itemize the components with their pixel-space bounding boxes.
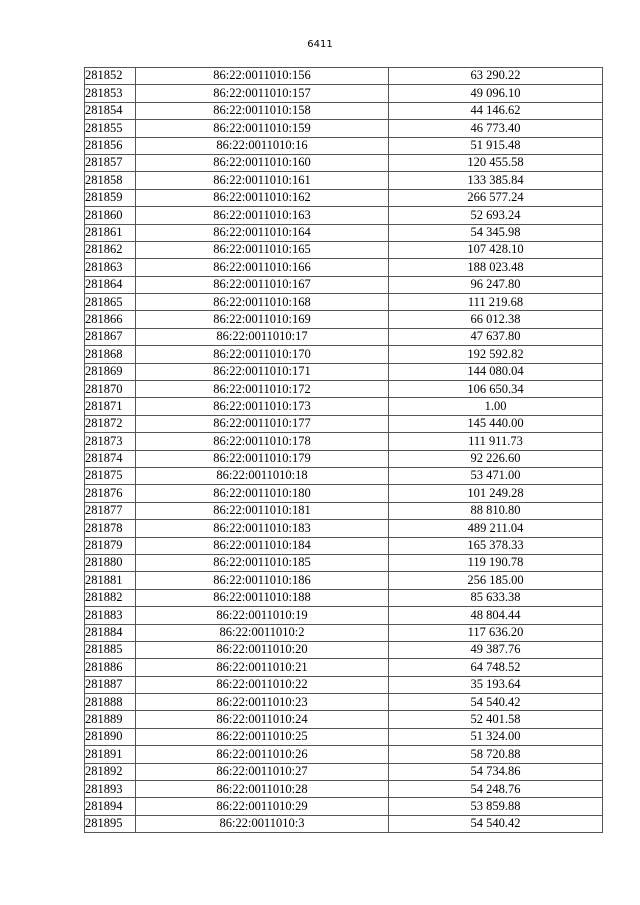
cadastral-value-cell: 54 540.42 [389, 694, 603, 711]
table-row [85, 467, 603, 484]
cadastral-value-cell: 35 193.64 [389, 676, 603, 693]
cadastral-value-cell: 266 577.24 [389, 189, 603, 206]
table-row [85, 328, 603, 345]
table-row [85, 659, 603, 676]
row-number-cell: 281881 [85, 572, 136, 589]
cadastral-value-cell: 63 290.22 [389, 68, 603, 85]
cadastral-value-cell: 48 804.44 [389, 607, 603, 624]
cadastral-number-cell: 86:22:0011010:171 [136, 363, 389, 380]
table-row [85, 363, 603, 380]
cadastral-number-cell: 86:22:0011010:159 [136, 120, 389, 137]
cadastral-value-cell: 54 248.76 [389, 781, 603, 798]
cadastral-number-cell: 86:22:0011010:18 [136, 467, 389, 484]
cadastral-value-cell: 111 911.73 [389, 433, 603, 450]
row-number-cell: 281889 [85, 711, 136, 728]
row-number-cell: 281873 [85, 433, 136, 450]
cadastral-value-cell: 47 637.80 [389, 328, 603, 345]
table-row [85, 433, 603, 450]
cadastral-number-cell: 86:22:0011010:160 [136, 154, 389, 171]
cadastral-value-cell: 53 859.88 [389, 798, 603, 815]
cadastral-number-cell: 86:22:0011010:184 [136, 537, 389, 554]
cadastral-number-cell: 86:22:0011010:179 [136, 450, 389, 467]
row-number-cell: 281853 [85, 85, 136, 102]
cadastral-number-cell: 86:22:0011010:177 [136, 415, 389, 432]
cadastral-value-cell: 54 734.86 [389, 763, 603, 780]
row-number-cell: 281854 [85, 102, 136, 119]
cadastral-number-cell: 86:22:0011010:185 [136, 554, 389, 571]
cadastral-number-cell: 86:22:0011010:23 [136, 694, 389, 711]
row-number-cell: 281861 [85, 224, 136, 241]
table-row [85, 485, 603, 502]
cadastral-number-cell: 86:22:0011010:162 [136, 189, 389, 206]
table-row [85, 311, 603, 328]
table-row [85, 398, 603, 415]
table-row [85, 728, 603, 745]
cadastral-value-cell: 1.00 [389, 398, 603, 415]
cadastral-value-cell: 66 012.38 [389, 311, 603, 328]
cadastral-number-cell: 86:22:0011010:165 [136, 241, 389, 258]
cadastral-number-cell: 86:22:0011010:164 [136, 224, 389, 241]
cadastral-value-cell: 117 636.20 [389, 624, 603, 641]
cadastral-value-cell: 51 915.48 [389, 137, 603, 154]
cadastral-value-cell: 49 096.10 [389, 85, 603, 102]
row-number-cell: 281884 [85, 624, 136, 641]
row-number-cell: 281885 [85, 641, 136, 658]
cadastral-value-cell: 188 023.48 [389, 259, 603, 276]
cadastral-number-cell: 86:22:0011010:28 [136, 781, 389, 798]
row-number-cell: 281892 [85, 763, 136, 780]
row-number-cell: 281871 [85, 398, 136, 415]
table-body [85, 68, 603, 833]
row-number-cell: 281882 [85, 589, 136, 606]
table-row [85, 607, 603, 624]
cadastral-number-cell: 86:22:0011010:16 [136, 137, 389, 154]
page-number: 6411 [307, 39, 333, 50]
cadastral-number-cell: 86:22:0011010:29 [136, 798, 389, 815]
cadastral-value-table [84, 67, 603, 833]
row-number-cell: 281872 [85, 415, 136, 432]
cadastral-value-cell: 88 810.80 [389, 502, 603, 519]
table-row [85, 450, 603, 467]
cadastral-number-cell: 86:22:0011010:17 [136, 328, 389, 345]
cadastral-number-cell: 86:22:0011010:183 [136, 520, 389, 537]
table-row [85, 381, 603, 398]
row-number-cell: 281890 [85, 728, 136, 745]
table-row [85, 415, 603, 432]
row-number-cell: 281866 [85, 311, 136, 328]
row-number-cell: 281879 [85, 537, 136, 554]
cadastral-number-cell: 86:22:0011010:157 [136, 85, 389, 102]
cadastral-number-cell: 86:22:0011010:25 [136, 728, 389, 745]
table-row [85, 294, 603, 311]
row-number-cell: 281869 [85, 363, 136, 380]
cadastral-number-cell: 86:22:0011010:26 [136, 746, 389, 763]
cadastral-value-cell: 64 748.52 [389, 659, 603, 676]
row-number-cell: 281864 [85, 276, 136, 293]
table-row [85, 259, 603, 276]
cadastral-number-cell: 86:22:0011010:158 [136, 102, 389, 119]
row-number-cell: 281858 [85, 172, 136, 189]
row-number-cell: 281865 [85, 294, 136, 311]
cadastral-number-cell: 86:22:0011010:161 [136, 172, 389, 189]
table-row [85, 85, 603, 102]
cadastral-value-cell: 120 455.58 [389, 154, 603, 171]
row-number-cell: 281886 [85, 659, 136, 676]
cadastral-number-cell: 86:22:0011010:168 [136, 294, 389, 311]
row-number-cell: 281860 [85, 207, 136, 224]
table-row [85, 746, 603, 763]
table-row [85, 711, 603, 728]
row-number-cell: 281870 [85, 381, 136, 398]
cadastral-value-cell: 96 247.80 [389, 276, 603, 293]
cadastral-value-cell: 192 592.82 [389, 346, 603, 363]
table-row [85, 241, 603, 258]
row-number-cell: 281888 [85, 694, 136, 711]
table-row [85, 502, 603, 519]
row-number-cell: 281880 [85, 554, 136, 571]
row-number-cell: 281874 [85, 450, 136, 467]
table-row [85, 781, 603, 798]
table-row [85, 572, 603, 589]
table-row [85, 224, 603, 241]
table-row [85, 346, 603, 363]
table-row [85, 537, 603, 554]
row-number-cell: 281895 [85, 815, 136, 832]
table-row [85, 68, 603, 85]
table-row [85, 694, 603, 711]
row-number-cell: 281857 [85, 154, 136, 171]
cadastral-value-cell: 111 219.68 [389, 294, 603, 311]
table-row [85, 798, 603, 815]
table-row [85, 624, 603, 641]
table-row [85, 154, 603, 171]
table-row [85, 120, 603, 137]
row-number-cell: 281877 [85, 502, 136, 519]
cadastral-number-cell: 86:22:0011010:166 [136, 259, 389, 276]
cadastral-number-cell: 86:22:0011010:163 [136, 207, 389, 224]
table-row [85, 763, 603, 780]
row-number-cell: 281855 [85, 120, 136, 137]
cadastral-number-cell: 86:22:0011010:3 [136, 815, 389, 832]
cadastral-number-cell: 86:22:0011010:172 [136, 381, 389, 398]
cadastral-number-cell: 86:22:0011010:19 [136, 607, 389, 624]
cadastral-value-cell: 145 440.00 [389, 415, 603, 432]
table-row [85, 641, 603, 658]
cadastral-value-cell: 92 226.60 [389, 450, 603, 467]
cadastral-number-cell: 86:22:0011010:167 [136, 276, 389, 293]
cadastral-number-cell: 86:22:0011010:180 [136, 485, 389, 502]
row-number-cell: 281856 [85, 137, 136, 154]
row-number-cell: 281852 [85, 68, 136, 85]
cadastral-value-cell: 53 471.00 [389, 467, 603, 484]
row-number-cell: 281863 [85, 259, 136, 276]
table-row [85, 207, 603, 224]
table-row [85, 102, 603, 119]
cadastral-value-cell: 119 190.78 [389, 554, 603, 571]
cadastral-number-cell: 86:22:0011010:169 [136, 311, 389, 328]
cadastral-value-cell: 101 249.28 [389, 485, 603, 502]
cadastral-number-cell: 86:22:0011010:22 [136, 676, 389, 693]
cadastral-number-cell: 86:22:0011010:21 [136, 659, 389, 676]
cadastral-value-cell: 106 650.34 [389, 381, 603, 398]
row-number-cell: 281878 [85, 520, 136, 537]
cadastral-value-cell: 58 720.88 [389, 746, 603, 763]
cadastral-value-cell: 49 387.76 [389, 641, 603, 658]
row-number-cell: 281894 [85, 798, 136, 815]
table-row [85, 676, 603, 693]
row-number-cell: 281868 [85, 346, 136, 363]
cadastral-value-cell: 107 428.10 [389, 241, 603, 258]
row-number-cell: 281876 [85, 485, 136, 502]
cadastral-value-cell: 165 378.33 [389, 537, 603, 554]
cadastral-value-cell: 54 540.42 [389, 815, 603, 832]
cadastral-value-cell: 133 385.84 [389, 172, 603, 189]
cadastral-number-cell: 86:22:0011010:186 [136, 572, 389, 589]
cadastral-value-cell: 51 324.00 [389, 728, 603, 745]
table-row [85, 276, 603, 293]
row-number-cell: 281883 [85, 607, 136, 624]
table-row [85, 815, 603, 832]
row-number-cell: 281859 [85, 189, 136, 206]
cadastral-value-cell: 44 146.62 [389, 102, 603, 119]
table-row [85, 520, 603, 537]
row-number-cell: 281862 [85, 241, 136, 258]
cadastral-number-cell: 86:22:0011010:24 [136, 711, 389, 728]
row-number-cell: 281875 [85, 467, 136, 484]
table-row [85, 589, 603, 606]
cadastral-value-cell: 144 080.04 [389, 363, 603, 380]
cadastral-value-cell: 256 185.00 [389, 572, 603, 589]
table-row [85, 189, 603, 206]
cadastral-number-cell: 86:22:0011010:178 [136, 433, 389, 450]
table-row [85, 554, 603, 571]
cadastral-value-cell: 52 693.24 [389, 207, 603, 224]
cadastral-value-cell: 46 773.40 [389, 120, 603, 137]
table-row [85, 137, 603, 154]
row-number-cell: 281891 [85, 746, 136, 763]
cadastral-number-cell: 86:22:0011010:188 [136, 589, 389, 606]
cadastral-number-cell: 86:22:0011010:170 [136, 346, 389, 363]
table-row [85, 172, 603, 189]
cadastral-number-cell: 86:22:0011010:20 [136, 641, 389, 658]
cadastral-number-cell: 86:22:0011010:181 [136, 502, 389, 519]
row-number-cell: 281887 [85, 676, 136, 693]
cadastral-value-cell: 52 401.58 [389, 711, 603, 728]
cadastral-value-cell: 54 345.98 [389, 224, 603, 241]
cadastral-number-cell: 86:22:0011010:156 [136, 68, 389, 85]
cadastral-number-cell: 86:22:0011010:27 [136, 763, 389, 780]
row-number-cell: 281867 [85, 328, 136, 345]
cadastral-value-cell: 85 633.38 [389, 589, 603, 606]
cadastral-number-cell: 86:22:0011010:2 [136, 624, 389, 641]
cadastral-value-cell: 489 211.04 [389, 520, 603, 537]
row-number-cell: 281893 [85, 781, 136, 798]
cadastral-number-cell: 86:22:0011010:173 [136, 398, 389, 415]
